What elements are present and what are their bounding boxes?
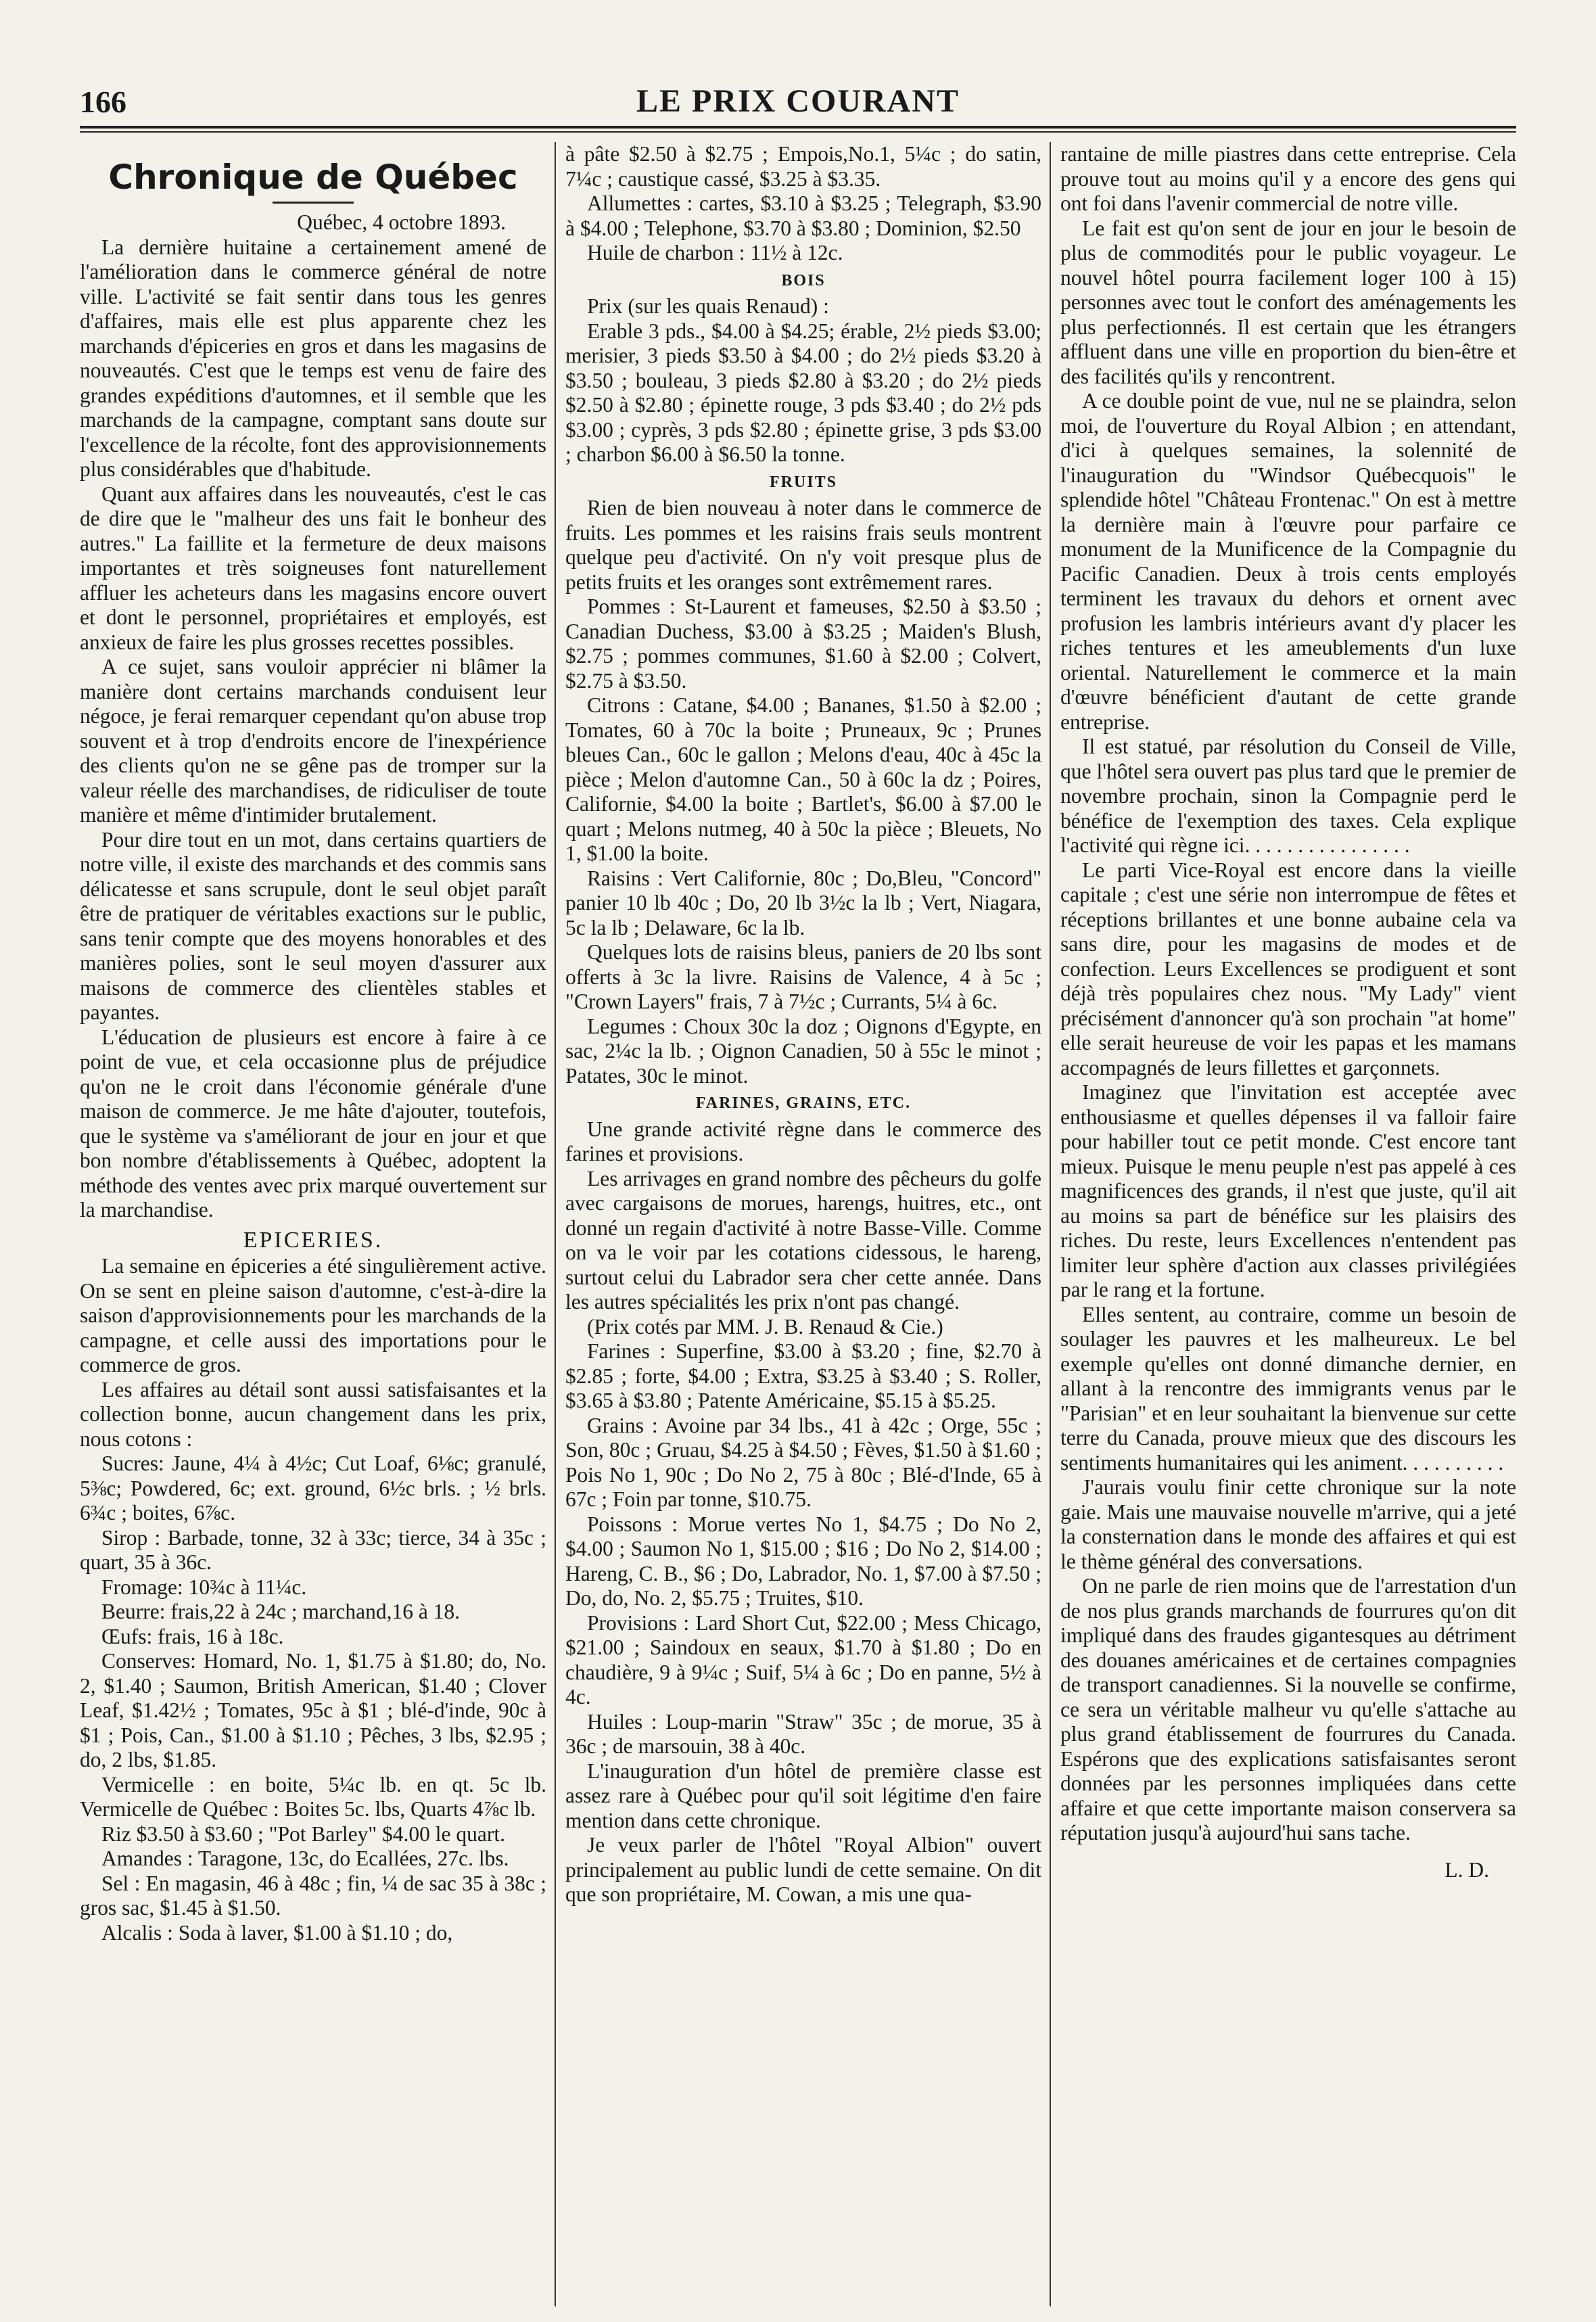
price-entry: Farines : Superfine, $3.00 à $3.20 ; fine, $2.70 à $2.85 ; forte, $4.00 ; Extra, $3.25 à $3.40 ; S. Roller, $3.65 à $3.80 ; Patente Américaine, $5.15 à $5.25. [565,1339,1041,1412]
paragraph: La semaine en épiceries a été singulièrement active. On se sent en pleine saison d'automne, c'est-à-dire la saison d'approvisionnements pour les marchands de la campagne, et celle aussi des importations pour le commerce de gros. [80,1254,546,1376]
price-entry: Raisins : Vert Californie, 80c ; Do,Bleu, "Concord" panier 10 lb 40c ; Do, 20 lb 3½c la lb ; Vert, Niagara, 5c la lb ; Delaware, 6c la lb. [565,866,1041,939]
price-entry: Pommes : St-Laurent et fameuses, $2.50 à $3.50 ; Canadian Duchess, $3.00 à $3.25 ; Maiden's Blush, $2.75 ; pommes communes, $1.60 à $2.00 ; Colvert, $2.75 à $3.50. [565,595,1041,693]
paragraph: J'aurais voulu finir cette chronique sur la note gaie. Mais une mauvaise nouvelle m'arrive, qui a jeté la consternation dans le monde des affaires et qui est le thème général des conversations. [1060,1475,1516,1573]
source-note: (Prix cotés par MM. J. B. Renaud & Cie.) [587,1314,943,1339]
price-entry: Citrons : Catane, $4.00 ; Bananes, $1.50 à $2.00 ; Tomates, 60 à 70c la boite ; Pruneaux, 9c ; Prunes bleues Can., 60c le gallon ; Melons d'eau, 40c à 45c la pièce ; Melon d'automne Can., 50 à 60c la dz ; Poires, Californie, $4.00 la boite ; Bartlet's, $6.00 à $7.00 le quart ; Melons nutmeg, 40 à 50c la pièce ; Bleuets, No 1, $1.00 la boite. [565,693,1041,865]
paragraph: A ce sujet, sans vouloir apprécier ni blâmer la manière dont certains marchands conduisent leur négoce, je ferai remarquer cependant qu'on abuse trop souvent et à trop d'endroits encore de l'inexpérience des clients qu'on ne se gêne pas de tromper sur la valeur réelle des marchandises, de ridiculiser de toute manière et même d'intimider brutalement. [80,655,546,827]
column-divider [555,142,556,2306]
price-entry: Conserves: Homard, No. 1, $1.75 à $1.80; do, No. 2, $1.40 ; Saumon, British American, $1.40 ; Clover Leaf, $1.42½ ; Tomates, 95c à $1 ; blé-d'inde, 90c à $1 ; Pois, Can., $1.00 à $1.10 ; Pêches, 3 lbs, $2.95 ; do, 2 lbs, $1.85. [80,1649,546,1771]
paragraph: On ne parle de rien moins que de l'arrestation d'un de nos plus grands marchands de fourrures qu'on dit impliqué dans des fraudes gigantesques au détriment des douanes américaines et de certaines compagnies de transport canadiennes. Si la nouvelle se confirme, ce sera un véritable malheur vu qu'elle s'attache au plus grand établissement de fourrures du Canada. Espérons que des explications satisfaisantes seront données par les personnes impliquées dans cette affaire et que cette importante maison conservera sa réputation jusqu'à aujourd'hui sans tache. [1060,1574,1516,1844]
paragraph: Imaginez que l'invitation est acceptée avec enthousiasme et quelles dépenses il va falloir faire pour habiller tout ce petit monde. C'est encore tant mieux. Puisque le menu peuple n'est pas appelé à ces magnificences des grands, il n'est que juste, qu'il ait au moins sa part de bénéfice sur les plaisirs des riches. Du reste, leurs Excellences n'entendent pas limiter leur sphère d'action aux classes privilégiées par le rang et la fortune. [1060,1080,1516,1301]
price-entry: Amandes : Taragone, 13c, do Ecallées, 27c. lbs. [101,1847,509,1870]
header-rule-thin [80,131,1516,133]
column-3 [1060,142,1516,2306]
paragraph: A ce double point de vue, nul ne se plaindra, selon moi, de l'ouverture du Royal Albion ; en attendant, d'ici à quelques semaines, la solennité de l'inauguration du "Windsor Québecquois" le splendide hôtel "Château Frontenac." On est à mettre la dernière main à l'œuvre pour parfaire ce monument de la Munificence de la Compagnie du Pacific Canadien. Deux à trois cents employés terminent les travaux du dehors et ornent avec profusion les lambris intérieurs avant d'y placer les riches tentures et les ameublements d'un luxe oriental. Naturellement le commerce et la main d'œuvre bénéficient d'autant de cette grande entreprise. [1060,389,1516,734]
column-divider [1050,142,1051,2306]
paragraph: La dernière huitaine a certainement amené de l'amélioration dans le commerce général de notre ville. L'activité se fait sentir dans tous les genres d'affaires, mais elle est plus apparente chez les marchands d'épiceries en gros et dans les magasins de nouveautés. C'est que le temps est venu de faire des grandes expéditions d'automnes, et il semble que les marchands de la campagne, comptant sans doute sur l'excellence de la récolte, font des approvisionnements plus considérables que d'habitude. [80,235,546,481]
page-header [80,80,1516,127]
price-entry: Fromage: 10¾c à 11¼c. [101,1575,307,1599]
section-heading: FARINES, GRAINS, ETC. [695,1094,912,1112]
article-title: Chronique de Québec [108,158,518,197]
paragraph: Quelques lots de raisins bleus, paniers de 20 lbs sont offerts à 3c la livre. Raisins de Valence, 4 à 5c ; "Crown Layers" frais, 7 à 7½c ; Currants, 5¼ à 6c. [565,940,1041,1013]
price-entry: Legumes : Choux 30c la doz ; Oignons d'Egypte, en sac, 2¼c la lb. ; Oignon Canadien, 50 à 55c le minot ; Patates, 30c le minot. [565,1014,1041,1088]
price-entry: Riz $3.50 à $3.60 ; "Pot Barley" $4.00 le quart. [101,1821,506,1846]
price-entry: Provisions : Lard Short Cut, $22.00 ; Mess Chicago, $21.00 ; Saindoux en seaux, $1.70 à $1.80 ; Do en chaudière, 9 à 9¼c ; Suif, 5¼ à 6c ; Do en panne, 5½ à 4c. [565,1610,1041,1709]
paragraph: rantaine de mille piastres dans cette entreprise. Cela prouve tout au moins qu'il y a encore des gens qui ont foi dans l'avenir commercial de notre ville. [1060,142,1516,215]
price-entry: Sucres: Jaune, 4¼ à 4½c; Cut Loaf, 6⅛c; granulé, 5⅜c; Powdered, 6c; ext. ground, 6½c brls. ; ½ brls. 6¾c ; boites, 6⅞c. [80,1452,546,1525]
column-2 [565,142,1041,2306]
header-rule [80,126,1516,129]
price-entry: Beurre: frais,22 à 24c ; marchand,16 à 18. [101,1600,461,1623]
paragraph: Le parti Vice-Royal est encore dans la vieille capitale ; c'est une série non interrompue de fêtes et réceptions brillantes et une bonne aubaine cela va sans dire, pour les magasins de modes et de confection. Leurs Excellences se prodiguent et sont déjà très populaires chez nous. "My Lady" vient précisément d'annoncer qu'à son prochain "at home" elle serait heureuse de voir les papas et les mamans accompagnés de leurs fillettes et garçonnets. [1060,858,1516,1079]
paragraph: Pour dire tout en un mot, dans certains quartiers de notre ville, il existe des marchands et des commis sans délicatesse et sans scrupule, dont le seul objet paraît être de pratiquer de véritables exactions sur le public, sans tenir compte que des moyens honorables et des manières polies, sont le seul moyen d'assurer aux maisons de commerce des clientèles stables et payantes. [80,827,546,1024]
paragraph: Les arrivages en grand nombre des pêcheurs du golfe avec cargaisons de morues, harengs, huitres, etc., ont donné un regain d'activité à notre Basse-Ville. Comme on va le voir par les cotations cidessous, le hareng, surtout celui du Labrador sera cher cette année. Dans les autres spécialités les prix n'ont pas changé. [565,1166,1041,1314]
section-heading: FRUITS [769,473,838,491]
paragraph: Prix (sur les quais Renaud) : [587,294,829,318]
price-entry: Huile de charbon : 11½ à 12c. [587,241,843,264]
author-signature: L. D. [1445,1857,1489,1882]
paragraph: Les affaires au détail sont aussi satisfaisantes et la collection bonne, aucun changement dans les prix, nous cotons : [80,1377,546,1451]
paragraph: Le fait est qu'on sent de jour en jour le besoin de plus de commodités pour le public voyageur. Le nouvel hôtel pourra facilement loger 100 à 15) personnes avec tout le confort des aménagements les plus perfectionnés. Il est certain que les étrangers affluent dans une ville en proportion du bien-être et des facilités qu'ils y rencontrent. [1060,216,1516,388]
price-entry: Grains : Avoine par 34 lbs., 41 à 42c ; Orge, 55c ; Son, 80c ; Gruau, $4.25 à $4.50 ; Fèves, $1.50 à $1.60 ; Pois No 1, 90c ; Do No 2, 75 à 80c ; Blé-d'Inde, 65 à 67c ; Foin par tonne, $10.75. [565,1413,1041,1511]
paragraph: Une grande activité règne dans le commerce des farines et provisions. [565,1117,1041,1165]
price-entry: Huiles : Loup-marin "Straw" 35c ; de morue, 35 à 36c ; de marsouin, 38 à 40c. [565,1709,1041,1758]
price-entry: à pâte $2.50 à $2.75 ; Empois,No.1, 5¼c ; do satin, 7¼c ; caustique cassé, $3.25 à $3.35. [565,142,1041,191]
price-entry: Œufs: frais, 16 à 18c. [101,1624,284,1648]
publication-title: LE PRIX COURANT [636,83,960,119]
paragraph: Quant aux affaires dans les nouveautés, c'est le cas de dire que le "malheur des uns fait le bonheur des autres." La faillite et la fermeture de deux maisons importantes et très soigneuses font naturellement affluer les acheteurs dans les magasins encore ouvert et dont le personnel, propriétaires et employés, est anxieux de faire les plus grosses recettes possibles. [80,482,546,654]
dateline: Québec, 4 octobre 1893. [297,210,506,234]
section-heading: EPICERIES. [243,1227,383,1253]
column-1 [80,142,546,2306]
price-entry: Sel : En magasin, 46 à 48c ; fin, ¼ de sac 35 à 38c ; gros sac, $1.45 à $1.50. [80,1871,546,1920]
page-number: 166 [80,85,126,119]
price-entry: Erable 3 pds., $4.00 à $4.25; érable, 2½ pieds $3.00; merisier, 3 pieds $3.50 à $4.00 ; do 2½ pieds $3.20 à $3.50 ; bouleau, 3 pieds $2.80 à $3.20 ; do 2½ pieds $2.50 à $2.80 ; épinette rouge, 3 pds $3.40 ; do 2½ pds $3.00 ; cyprès, 3 pds $2.80 ; épinette grise, 3 pds $3.00 ; charbon $6.00 à $6.50 la tonne. [565,319,1041,466]
price-entry: Alcalis : Soda à laver, $1.00 à $1.10 ; do, [101,1920,453,1945]
title-rule [273,202,354,204]
paragraph: L'éducation de plusieurs est encore à faire à ce point de vue, et cela occasionne plus de préjudice qu'on ne le croit dans l'économie générale d'une maison de commerce. Je me hâte d'ajouter, toutefois, que le système va s'améliorant de jour en jour et que bon nombre d'établissements à Québec, adoptent la méthode des ventes avec prix marqué ouvertement sur la marchandise. [80,1025,546,1222]
paragraph: Rien de bien nouveau à noter dans le commerce de fruits. Les pommes et les raisins frais seuls montrent quelque peu d'activité. On n'y voit presque plus de petits fruits et les oranges sont extrêmement rares. [565,496,1041,594]
paragraph: Je veux parler de l'hôtel "Royal Albion" ouvert principalement au public lundi de cette semaine. On dit que son propriétaire, M. Cowan, a mis une qua- [565,1833,1041,1906]
paragraph: Il est statué, par résolution du Conseil de Ville, que l'hôtel sera ouvert pas plus tard que le premier de novembre prochain, sinon la Compagnie perd le bénéfice de l'exemption des taxes. Cela explique l'activité qui règne ici. . . . . . . . . . . . . . . . [1060,735,1516,857]
price-entry: Sirop : Barbade, tonne, 32 à 33c; tierce, 34 à 35c ; quart, 35 à 36c. [80,1525,546,1574]
price-entry: Vermicelle : en boite, 5¼c lb. en qt. 5c lb. Vermicelle de Québec : Boites 5c. lbs, Quarts 4⅞c lb. [80,1772,546,1821]
paragraph: L'inauguration d'un hôtel de première classe est assez rare à Québec pour qu'il soit légitime d'en faire mention dans cette chronique. [565,1759,1041,1832]
paragraph: Elles sentent, au contraire, comme un besoin de soulager les pauvres et les malheureux. Le bel exemple qu'elles ont donné dimanche dernier, en allant à la rencontre des immigrants venus par le "Parisian" et en leur souhaitant la bienvenue sur cette terre du Canada, prouve mieux que des discours les sentiments humanitaires qui les animent. . . . . . . . . . [1060,1302,1516,1475]
section-heading: BOIS [781,271,826,289]
price-entry: Poissons : Morue vertes No 1, $4.75 ; Do No 2, $4.00 ; Saumon No 1, $15.00 ; $16 ; Do No 2, $14.00 ; Hareng, C. B., $6 ; Do, Labrador, No. 1, $7.00 à $7.50 ; Do, do, No. 2, $5.75 ; Truites, $10. [565,1512,1041,1610]
price-entry: Allumettes : cartes, $3.10 à $3.25 ; Telegraph, $3.90 à $4.00 ; Telephone, $3.70 à $3.80 ; Dominion, $2.50 [565,191,1041,240]
